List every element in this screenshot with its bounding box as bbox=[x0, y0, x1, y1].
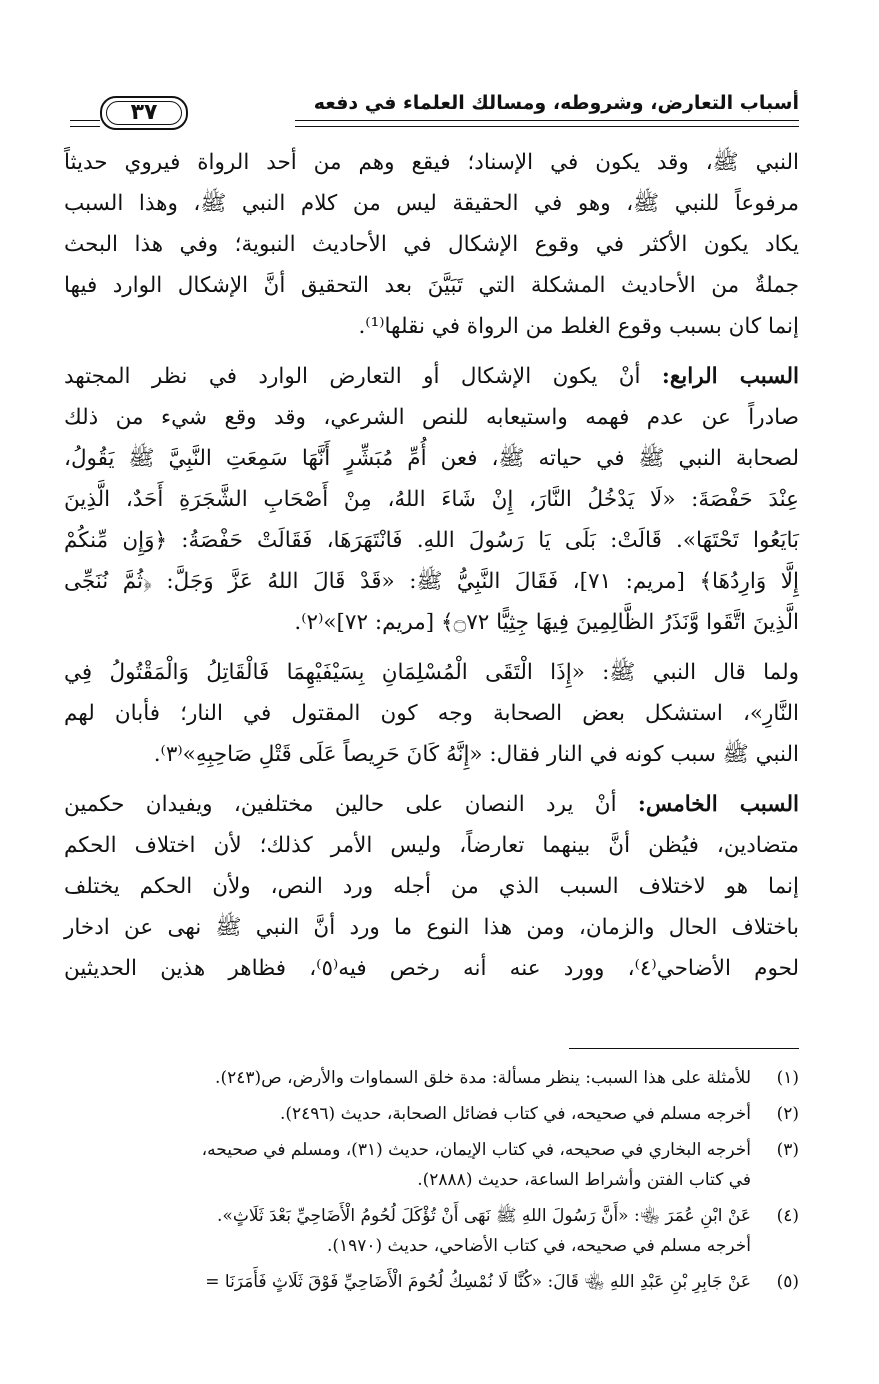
body-line: لصحابة النبي ﷺ في حياته ﷺ، فعن أُمِّ مُبَشِّرٍ أَنَّهَا سَمِعَتِ النَّبِيَّ ﷺ يَقُولُ، bbox=[64, 446, 799, 471]
footnote-body bbox=[64, 1267, 751, 1297]
body-line: النَّارِ»، استشكل بعض الصحابة وجه كون المقتول في النار؛ فأبان لهم bbox=[64, 701, 799, 726]
body-text bbox=[64, 142, 799, 989]
footnote-3 bbox=[64, 1135, 799, 1195]
body-line: النبي ﷺ، وقد يكون في الإسناد؛ فيقع وهم من أحد الرواة فيروي حديثاً bbox=[64, 150, 799, 175]
footnote-line: أخرجه مسلم في صحيحه، في كتاب فضائل الصحابة، حديث (٢٤٩٦). bbox=[279, 1104, 751, 1124]
page-number: ٣٧ bbox=[130, 100, 158, 125]
footnote-line: عَنْ جَابِرِ بْنِ عَبْدِ اللهِ ﵄ قَالَ: «كُنَّا لَا نُمْسِكُ لُحُومَ الْأَضَاحِيِّ فَوْقَ ثَلَاثٍ فَأَمَرَنَا = bbox=[205, 1272, 751, 1292]
paragraph-gap bbox=[64, 347, 799, 356]
body-line: بَايَعُوا تَحْتَهَا». قَالَتْ: بَلَى يَا رَسُولَ اللهِ. فَانْتَهَرَهَا، فَقَالَتْ حَفْصَةُ: ﴿وَإِن مِّنكُمْ bbox=[64, 528, 799, 553]
body-line: إنما هو لاختلاف السبب الذي من أجله ورد النص، ولأن الحكم يختلف bbox=[64, 874, 799, 899]
footnote-1 bbox=[64, 1063, 799, 1093]
footnote-line: عَنْ ابْنِ عُمَرَ ﵄: «أَنَّ رَسُولَ اللهِ ﷺ نَهَى أَنْ تُؤْكَلَ لُحُومُ الْأَضَاحِيِّ بَعْدَ ثَلَاثٍ». bbox=[217, 1206, 751, 1226]
footnote-number: (٣) bbox=[776, 1140, 799, 1160]
body-line: مرفوعاً للنبي ﷺ، وهو في الحقيقة ليس من كلام النبي ﷺ، وهذا السبب bbox=[64, 191, 799, 216]
footnotes bbox=[64, 1063, 799, 1303]
paragraph-fourth-cause bbox=[64, 356, 799, 643]
body-line: ولما قال النبي ﷺ: «إِذَا الْتَقَى الْمُسْلِمَانِ بِسَيْفَيْهِمَا فَالْقَاتِلُ وَالْمَقْتُولُ فِي bbox=[64, 660, 799, 685]
footnote-line: أخرجه مسلم في صحيحه، في كتاب الأضاحي، حديث (١٩٧٠). bbox=[326, 1236, 751, 1256]
footnote-number: (٢) bbox=[776, 1104, 799, 1124]
header-rule-left-upper bbox=[70, 120, 100, 121]
footnote-4 bbox=[64, 1201, 799, 1261]
footnote-separator bbox=[569, 1048, 799, 1049]
header-rule-lower bbox=[295, 126, 799, 127]
footnote-number: (٥) bbox=[776, 1272, 799, 1292]
paragraph-continuation bbox=[64, 142, 799, 347]
footnote-number: (٤) bbox=[776, 1206, 799, 1226]
footnote-number: (١) bbox=[776, 1068, 799, 1088]
body-line: باختلاف الحال والزمان، ومن هذا النوع ما ورد أنَّ النبي ﷺ نهى عن ادخار bbox=[64, 915, 799, 940]
paragraph-hadith-two-muslims bbox=[64, 652, 799, 775]
body-line: إنما كان بسبب وقوع الغلط من الرواة في نقلها⁽¹⁾. bbox=[358, 314, 799, 339]
paragraph-gap bbox=[64, 775, 799, 784]
footnote-line: أخرجه البخاري في صحيحه، في كتاب الإيمان، حديث (٣١)، ومسلم في صحيحه، bbox=[201, 1140, 751, 1160]
body-line: جملةٌ من الأحاديث المشكلة التي تَبَيَّنَ بعد التحقيق أنَّ الإشكال الوارد فيها bbox=[64, 273, 799, 298]
heading-fifth-cause: السبب الخامس: bbox=[637, 792, 799, 817]
header-rule-left-lower bbox=[70, 126, 100, 127]
running-head-title: أسباب التعارض، وشروطه، ومسالك العلماء في دفعه bbox=[313, 92, 799, 114]
body-line: متضادين، فيُظن أنَّ بينهما تعارضاً، وليس الأمر كذلك؛ لأن اختلاف الحكم bbox=[64, 833, 799, 858]
body-line-first bbox=[64, 356, 799, 397]
body-line: لحوم الأضاحي⁽٤⁾، وورد عنه أنه رخص فيه⁽٥⁾، فظاهر هذين الحديثين bbox=[64, 956, 799, 981]
footnote-5 bbox=[64, 1267, 799, 1297]
body-line-first bbox=[64, 784, 799, 825]
footnote-body bbox=[64, 1135, 751, 1195]
body-line: صادراً عن عدم فهمه واستيعابه للنص الشرعي، وقد وقع شيء من ذلك bbox=[64, 405, 799, 430]
body-line: الَّذِينَ اتَّقَوا وَّنَذَرُ الظَّالِمِينَ فِيهَا جِثِيًّا ۝٧٢﴾ [مريم: ٧٢]»⁽٢⁾. bbox=[294, 610, 799, 635]
footnote-body bbox=[64, 1099, 751, 1129]
footnote-line: في كتاب الفتن وأشراط الساعة، حديث (٢٨٨٨). bbox=[417, 1170, 751, 1190]
paragraph-gap bbox=[64, 643, 799, 652]
heading-fourth-cause: السبب الرابع: bbox=[661, 364, 799, 389]
footnote-line: للأمثلة على هذا السبب: ينظر مسألة: مدة خلق السماوات والأرض، ص(٢٤٣). bbox=[215, 1068, 751, 1088]
body-line-text: أنْ يرد النصان على حالين مختلفين، ويفيدان حكمين bbox=[64, 792, 638, 817]
paragraph-fifth-cause bbox=[64, 784, 799, 989]
body-line: إِلَّا وَارِدُهَا﴾ [مريم: ٧١]، فَقَالَ النَّبِيُّ ﷺ: «قَدْ قَالَ اللهُ عَزَّ وَجَلَّ: ﴿ثُمَّ نُنَجِّى bbox=[64, 569, 799, 594]
header-rule-upper bbox=[295, 120, 799, 121]
body-line: يكاد يكون الأكثر في وقوع الإشكال في الأحاديث النبوية؛ وفي هذا البحث bbox=[64, 232, 799, 257]
body-line-text: أنْ يكون الإشكال أو التعارض الوارد في نظر المجتهد bbox=[64, 364, 662, 389]
footnote-body bbox=[64, 1063, 751, 1093]
body-line: عِنْدَ حَفْصَةَ: «لَا يَدْخُلُ النَّارَ، إِنْ شَاءَ اللهُ، مِنْ أَصْحَابِ الشَّجَرَةِ أَحَدٌ، الَّذِينَ bbox=[64, 487, 799, 512]
page-number-frame bbox=[100, 96, 188, 130]
body-line: النبي ﷺ سبب كونه في النار فقال: «إِنَّهُ كَانَ حَرِيصاً عَلَى قَتْلِ صَاحِبِهِ»⁽٣⁾. bbox=[153, 742, 799, 767]
footnote-2 bbox=[64, 1099, 799, 1129]
footnote-body bbox=[64, 1201, 751, 1261]
